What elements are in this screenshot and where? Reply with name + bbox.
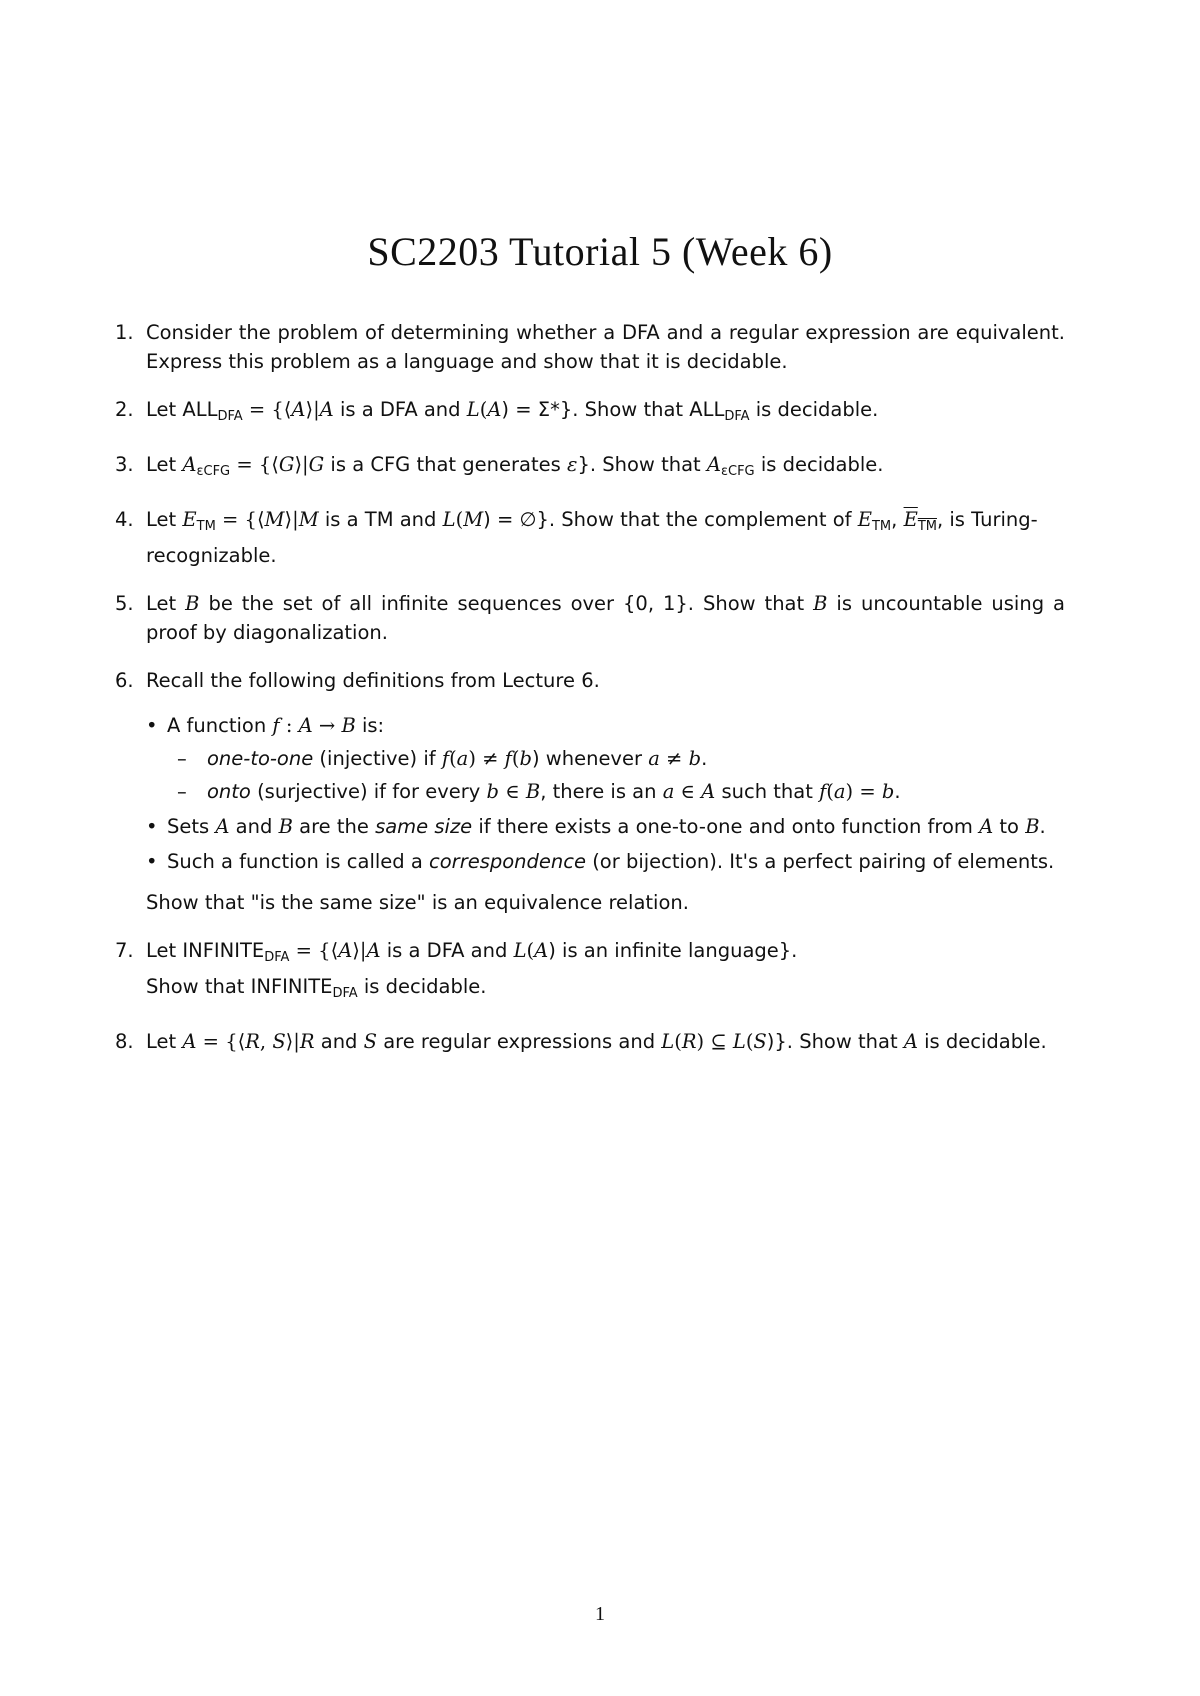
text-run: (surjective) if for every (250, 780, 487, 803)
text-run: . (894, 780, 901, 803)
math-var: B (278, 815, 293, 838)
subscript: TM (196, 519, 216, 534)
math-run: → (312, 714, 342, 737)
page-title: SC2203 Tutorial 5 (Week 6) (367, 229, 833, 274)
math-var: A (366, 939, 381, 962)
math-var: A (182, 1030, 197, 1053)
math-var: E (857, 508, 872, 531)
math-var: R (299, 1030, 315, 1053)
text-run: are the (292, 815, 376, 838)
question-1 (115, 318, 1065, 376)
dash-icon: – (177, 780, 187, 803)
math-var: A (534, 939, 549, 962)
text-run: A function (167, 714, 273, 737)
question-number: 6. (115, 669, 134, 692)
math-var: M (298, 508, 319, 531)
text-run: Let ALL (146, 398, 218, 421)
math-run: ⟩| (285, 1030, 300, 1053)
math-var: L (732, 1030, 746, 1053)
question-3 (115, 450, 1065, 486)
subscript: TM (871, 519, 892, 534)
math-run: = {⟨ (242, 398, 292, 421)
text-run: ) is an infinite language}. (548, 939, 798, 962)
math-var: E (903, 508, 918, 531)
question-line (146, 972, 1065, 1008)
text-run: is decidable. (749, 398, 879, 421)
complement-overline (903, 508, 937, 534)
emphasis: same size (375, 815, 473, 838)
text-run: Let (146, 453, 183, 476)
text-run: if there exists a one-to-one and onto function from (472, 815, 980, 838)
question-text: Consider the problem of determining whether a DFA and a regular expression are equivalent. Express this problem as a language and show that it is decidable. (146, 321, 1065, 373)
math-var: B (1025, 815, 1040, 838)
math-var: a (456, 747, 469, 770)
math-run: ⟩| (305, 398, 320, 421)
math-run: ⟩| (352, 939, 367, 962)
math-var: A (979, 815, 994, 838)
text-run: Show that INFINITE (146, 975, 333, 998)
text-run: }. Show that (577, 453, 707, 476)
math-var: A (215, 815, 230, 838)
math-run: = {⟨ (289, 939, 339, 962)
question-8 (115, 1027, 1065, 1056)
definition-onto (167, 777, 1065, 806)
math-run: = {⟨ (215, 508, 265, 531)
math-run: : (279, 714, 299, 737)
math-var: L (513, 939, 527, 962)
text-run: is a DFA and (380, 939, 514, 962)
question-number: 4. (115, 508, 134, 531)
math-var: a (662, 780, 675, 803)
math-var: E (182, 508, 197, 531)
emphasis: one-to-one (207, 747, 314, 770)
math-var: R (681, 1030, 697, 1053)
math-run: ( (455, 508, 464, 531)
text-run: , (891, 508, 904, 531)
math-var: R (245, 1030, 260, 1053)
math-var: M (264, 508, 285, 531)
text-run: Let (146, 1030, 183, 1053)
bullet-icon: • (146, 714, 158, 737)
math-var: A (338, 939, 353, 962)
math-var: G (278, 453, 295, 476)
math-var: G (308, 453, 325, 476)
subscript: TM (917, 519, 937, 534)
bullet-icon: • (146, 815, 158, 838)
question-7 (115, 936, 1065, 1008)
math-var: B (185, 592, 200, 615)
math-var: a (648, 747, 660, 770)
subscript: DFA (332, 986, 358, 1001)
question-intro: Recall the following definitions from Lecture 6. (146, 669, 600, 692)
math-var: B (341, 714, 356, 737)
math-run: ) ⊆ (696, 1030, 733, 1053)
text-run: Let (146, 592, 186, 615)
math-var: b (486, 780, 500, 803)
text-run: is decidable. (917, 1030, 1047, 1053)
math-var: S (363, 1030, 377, 1053)
text-run: is uncountable using a proof by diagonalization. (146, 592, 1066, 644)
math-run: ( (479, 398, 488, 421)
text-run: is decidable. (754, 453, 884, 476)
math-var: S (272, 1030, 286, 1053)
text-run: , there is an (540, 780, 663, 803)
definition-correspondence (115, 847, 1065, 876)
text-run: is: (355, 714, 385, 737)
text-run: to (993, 815, 1026, 838)
math-var: L (661, 1030, 675, 1053)
subscript: DFA (217, 409, 243, 424)
emphasis: correspondence (429, 850, 586, 873)
question-line (146, 936, 1065, 972)
math-var: L (442, 508, 456, 531)
math-run: ) ≠ (468, 747, 505, 770)
definition-list (115, 711, 1065, 876)
math-var: M (463, 508, 484, 531)
question-2 (115, 395, 1065, 431)
definition-function (115, 711, 1065, 806)
subscript: εCFG (720, 464, 755, 479)
question-number: 8. (115, 1030, 134, 1053)
text-run: and (229, 815, 279, 838)
math-run: ) = (845, 780, 882, 803)
text-run: is a TM and (318, 508, 443, 531)
text-run: Sets (167, 815, 216, 838)
math-var: a (833, 780, 846, 803)
text-run: ) whenever (531, 747, 649, 770)
text-run: ) = Σ*}. Show that ALL (501, 398, 725, 421)
question-number: 2. (115, 398, 134, 421)
question-number: 3. (115, 453, 134, 476)
question-4 (115, 505, 1065, 570)
text-run: Let (146, 508, 183, 531)
dash-icon: – (177, 747, 187, 770)
text-run: . (701, 747, 708, 770)
emphasis: onto (207, 780, 251, 803)
math-var: b (688, 747, 702, 770)
math-var: f (272, 714, 280, 737)
text-run: Let INFINITE (146, 939, 265, 962)
text-run: such that (715, 780, 820, 803)
math-run: ( (449, 747, 457, 770)
text-run: , is Turing-recognizable. (146, 508, 1038, 567)
text-run: and (314, 1030, 364, 1053)
text-run: are regular expressions and (377, 1030, 662, 1053)
math-var: B (813, 592, 828, 615)
math-var: A (319, 398, 334, 421)
question-6 (115, 666, 1065, 917)
text-run: Such a function is called a (167, 850, 430, 873)
bullet-icon: • (146, 850, 158, 873)
subscript: εCFG (196, 464, 231, 479)
math-var: A (291, 398, 306, 421)
math-run: ≠ (659, 747, 689, 770)
math-var: L (466, 398, 480, 421)
math-var: A (182, 453, 197, 476)
question-number: 7. (115, 939, 134, 962)
math-run: ( (511, 747, 520, 770)
math-var: f (819, 780, 827, 803)
math-var: A (903, 1030, 918, 1053)
math-var: S (753, 1030, 767, 1053)
math-var: ε (566, 453, 578, 476)
definition-same-size (115, 812, 1065, 841)
math-run: ∈ (674, 780, 702, 803)
math-run: ( (526, 939, 535, 962)
math-run: ∈ (499, 780, 526, 803)
text-run: (or bijection). It's a perfect pairing of elements. (586, 850, 1055, 873)
math-var: A (701, 780, 716, 803)
text-run: be the set of all infinite sequences over {0, 1}. Show that (199, 592, 814, 615)
question-list (115, 318, 1065, 1075)
math-var: f (504, 747, 512, 770)
math-run: ⟩| (284, 508, 299, 531)
math-run: ( (674, 1030, 682, 1053)
math-run: = {⟨ (230, 453, 279, 476)
text-run: is a CFG that generates (324, 453, 567, 476)
definition-one-to-one (167, 744, 1065, 773)
text-run: (injective) if (313, 747, 442, 770)
math-var: A (706, 453, 721, 476)
text-run: is a DFA and (333, 398, 467, 421)
math-run: ( (745, 1030, 754, 1053)
question-closing: Show that "is the same size" is an equivalence relation. (146, 891, 689, 914)
math-run: , (259, 1030, 273, 1053)
question-5 (115, 589, 1065, 647)
question-number: 1. (115, 321, 134, 344)
function-properties (167, 744, 1065, 806)
math-var: b (519, 747, 532, 770)
page-number: 1 (595, 1603, 605, 1625)
subscript: DFA (264, 950, 290, 965)
math-run: ⟩| (294, 453, 309, 476)
math-var: A (298, 714, 313, 737)
math-run: = {⟨ (196, 1030, 246, 1053)
math-var: A (487, 398, 502, 421)
math-var: B (525, 780, 541, 803)
text-run: ) = ∅}. Show that the complement of (483, 508, 858, 531)
math-var: f (441, 747, 450, 770)
subscript: DFA (724, 409, 750, 424)
text-run: )}. Show that (766, 1030, 904, 1053)
question-number: 5. (115, 592, 134, 615)
math-run: ( (826, 780, 834, 803)
text-run: . (1039, 815, 1046, 838)
text-run: is decidable. (357, 975, 487, 998)
math-var: b (881, 780, 895, 803)
